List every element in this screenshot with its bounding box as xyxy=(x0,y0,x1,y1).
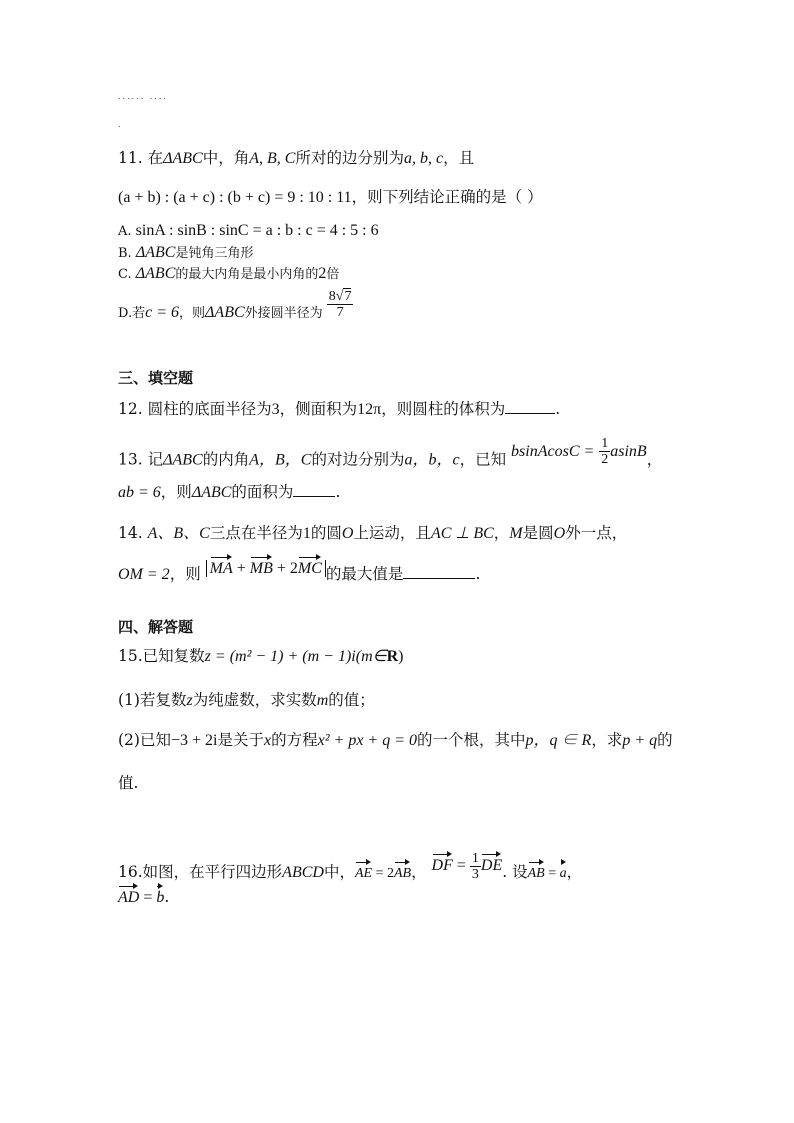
option-b-text: 是钝角三角形 xyxy=(175,246,254,261)
q14-points: A、B、C xyxy=(147,525,210,542)
q11-text-b: 中，角 xyxy=(202,149,250,167)
q14-tail: . xyxy=(475,565,481,583)
q14-text-d: ， xyxy=(493,524,510,542)
q13-text-a: 记 xyxy=(147,450,164,469)
q14-perp: AC ⊥ BC xyxy=(430,525,494,542)
q16-vector-ae: AE xyxy=(355,863,372,885)
option-d-frac-root: 7 xyxy=(344,289,352,304)
q15-p2-sum: p + q xyxy=(622,732,658,749)
q13-angles: A，B，C xyxy=(249,451,312,469)
q11-sides: a, b, c xyxy=(403,150,444,167)
q16-end: . xyxy=(164,888,170,906)
q15-p2-x: x xyxy=(264,732,272,749)
q13-condition xyxy=(511,436,647,467)
section-4-title: 四、解答题 xyxy=(118,618,194,636)
q11-question: ，则下列结论正确的是（ ） xyxy=(351,188,543,206)
q14-om: OM = 2 xyxy=(118,566,170,583)
option-a-expr: sinA : sinB : sinC = a : b : c = 4 : 5 : 6 xyxy=(135,222,379,239)
q16-ae-eq: = 2 xyxy=(375,866,394,882)
q16-parallelogram: ABCD xyxy=(282,864,324,882)
q13-ab: ab = 6 xyxy=(118,484,161,501)
q13-triangle-2: ΔABC xyxy=(191,484,232,501)
q11-ratio: (a + b) : (a + c) : (b + c) = 9 : 10 : 11 xyxy=(118,189,352,206)
q15-p2-a: 已知 xyxy=(139,731,171,749)
q13-cond-lhs: bsinAcosC = xyxy=(511,442,595,460)
q11-number: 11. xyxy=(118,149,143,167)
q13-text-c: 的对边分别为 xyxy=(311,450,405,469)
option-d-frac-coef: 8 xyxy=(328,289,336,304)
q14-text-e: 是圆 xyxy=(522,524,554,542)
q13-frac-den: 2 xyxy=(601,452,609,467)
option-d-label: D. xyxy=(118,306,133,321)
q12-line xyxy=(118,398,560,421)
q15-part2 xyxy=(118,729,673,752)
q13-comma: ， xyxy=(646,450,663,469)
q15-p2-equation: x² + px + q = 0 xyxy=(317,732,418,749)
q14-text-a: 三点在半径为 xyxy=(209,524,303,542)
q13-text-d: ，已知 xyxy=(459,450,507,469)
q15-p2-root: −3 + 2i xyxy=(170,732,218,749)
option-c-triangle: ΔABC xyxy=(135,265,176,282)
q16-number: 16. xyxy=(118,863,143,882)
q14-text-g: ，则 xyxy=(169,565,201,583)
q11-option-a xyxy=(118,220,379,243)
q14-vector-mb: MB xyxy=(250,558,273,580)
q12-tail: . xyxy=(555,400,561,418)
q13-sides: a，b，c xyxy=(404,451,460,469)
q16-text-c: . 设 xyxy=(502,863,528,882)
q15-p1-a: 若复数 xyxy=(139,691,187,709)
q13-line1 xyxy=(118,436,663,476)
q13-triangle: ΔABC xyxy=(163,451,203,469)
q11-text-a: 在 xyxy=(147,149,164,167)
q12-area: 12π xyxy=(357,401,382,418)
option-c-tail: 倍 xyxy=(326,267,340,282)
q16-df-relation xyxy=(431,851,503,882)
q15-p1-z: z xyxy=(186,692,193,709)
option-d-mid: ，则 xyxy=(179,306,206,321)
q12-text-a: 圆柱的底面半径为 xyxy=(147,400,272,418)
q12-text-c: ，则圆柱的体积为 xyxy=(381,400,506,418)
q14-plus-2: + 2 xyxy=(276,560,298,577)
q14-o-2: O xyxy=(553,525,566,542)
q16-df-eq: = xyxy=(456,857,466,875)
q15-p1-b: 为纯虚数，求实数 xyxy=(192,691,317,709)
option-d-cond: c = 6 xyxy=(145,304,180,321)
q15-p2-f: 的 xyxy=(657,731,673,749)
q14-o: O xyxy=(341,525,354,542)
q14-text-b: 的圆 xyxy=(310,524,342,542)
q13-text-f: 的面积为 xyxy=(231,483,294,501)
q11-triangle: ΔABC xyxy=(163,150,203,167)
q16-ad-eq: = xyxy=(143,889,153,906)
q16-vector-de: DE xyxy=(481,855,502,877)
q13-answer-blank[interactable] xyxy=(293,482,335,497)
q13-frac-num: 1 xyxy=(601,436,609,451)
q13-line2 xyxy=(118,481,340,504)
q15-reals: R xyxy=(386,648,399,665)
q16-line2 xyxy=(118,886,169,909)
q11-text-d: ，且 xyxy=(443,149,475,167)
option-b-label: B. xyxy=(118,246,132,261)
q11-option-c xyxy=(118,263,339,286)
q12-radius: 3 xyxy=(271,401,280,418)
q14-line2 xyxy=(118,560,481,586)
q16-vector-ad: AD xyxy=(118,887,139,909)
q15-part1-label: (1) xyxy=(118,691,140,709)
q16-vector-df: DF xyxy=(432,855,453,877)
q11-option-b xyxy=(118,242,253,265)
q16-text-a: 如图，在平行四边形 xyxy=(142,863,283,882)
q16-ae-relation xyxy=(355,866,411,881)
q13-text-b: 的内角 xyxy=(202,450,250,469)
q15-part2-label: (2) xyxy=(118,731,140,749)
q14-text-f: 外一点， xyxy=(565,524,628,542)
q11-angles: A, B, C xyxy=(249,150,296,167)
header-mark: . xyxy=(118,120,121,129)
q15-z-expr: z = (m² − 1) + (m − 1)i(m∈ xyxy=(204,648,387,665)
q16-comma-2: ， xyxy=(566,863,583,882)
q14-answer-blank[interactable] xyxy=(403,564,475,579)
option-c-label: C. xyxy=(118,267,132,282)
q11-line2 xyxy=(118,186,543,209)
q15-part1 xyxy=(118,689,375,712)
q16-vector-ab: AB xyxy=(394,863,411,885)
q14-number: 14. xyxy=(118,524,143,542)
section-3-title: 三、填空题 xyxy=(118,369,194,387)
q16-vector-ab-2: AB xyxy=(528,863,545,885)
q16-df-fraction xyxy=(470,851,481,882)
q12-number: 12. xyxy=(118,400,143,418)
q15-p2-e: ，求 xyxy=(591,731,623,749)
q14-m: M xyxy=(509,525,523,542)
q15-p1-m: m xyxy=(316,692,329,709)
q16-ab-eq: = xyxy=(548,866,557,882)
option-c-number: 2 xyxy=(318,265,327,282)
q14-vector-norm xyxy=(206,560,326,577)
q15-p1-c: 的值； xyxy=(328,691,375,709)
q15-p2-b: 是关于 xyxy=(217,731,264,749)
q16-comma-1: ， xyxy=(411,863,427,882)
q15-p2-c: 的方程 xyxy=(271,731,318,749)
q14-line1 xyxy=(118,522,627,545)
option-d-frac-den: 7 xyxy=(336,305,344,320)
q14-vector-ma: MA xyxy=(210,558,233,580)
q15-p2-pq: p，q ∈ R xyxy=(525,732,592,749)
option-d-pre: 若 xyxy=(132,306,146,321)
option-c-text: 的最大内角是最小内角的 xyxy=(175,267,319,282)
q14-plus-1: + xyxy=(236,560,246,577)
q12-text-b: ，侧面积为 xyxy=(279,400,358,418)
q16-ad-def xyxy=(118,889,164,906)
q13-cond-fraction xyxy=(599,436,610,467)
q15-line1 xyxy=(118,645,403,668)
q16-vector-b: b xyxy=(156,887,164,909)
q13-cond-rhs: asinB xyxy=(610,442,647,460)
q13-number: 13. xyxy=(118,450,143,469)
option-a-label: A. xyxy=(118,224,132,239)
q16-frac-den: 3 xyxy=(471,867,479,882)
q15-close: ) xyxy=(398,648,404,665)
q15-part2-cont: 值. xyxy=(118,774,139,792)
q16-text-b: 中， xyxy=(323,863,355,882)
q11-line1 xyxy=(118,147,474,170)
q14-text-c: 上运动，且 xyxy=(353,524,431,542)
q12-answer-blank[interactable] xyxy=(505,399,555,414)
q15-p2-d: 的一个根，其中 xyxy=(417,731,526,749)
q14-text-h: 的最大值是 xyxy=(325,565,404,583)
option-d-text: 外接圆半径为 xyxy=(244,306,323,321)
q14-vector-mc: MC xyxy=(298,558,322,580)
option-d-triangle: ΔABC xyxy=(205,304,245,321)
q15-text-a: 已知复数 xyxy=(142,647,205,665)
q13-tail: . xyxy=(335,483,341,501)
q16-vector-a: a xyxy=(560,863,567,885)
option-d-fraction: $\frac{8√7}{7}$ xyxy=(328,289,352,320)
option-b-triangle: ΔABC xyxy=(135,244,176,261)
header-dots: ...... .... xyxy=(118,92,168,101)
q16-ab-def xyxy=(528,866,567,881)
q14-radius: 1 xyxy=(302,525,311,542)
q11-text-c: 所对的边分别为 xyxy=(295,149,404,167)
q15-number: 15. xyxy=(118,647,143,665)
q16-frac-num: 1 xyxy=(471,851,479,866)
q13-text-e: ，则 xyxy=(160,483,192,501)
q16-line1 xyxy=(118,851,583,889)
q11-option-d xyxy=(118,289,353,325)
